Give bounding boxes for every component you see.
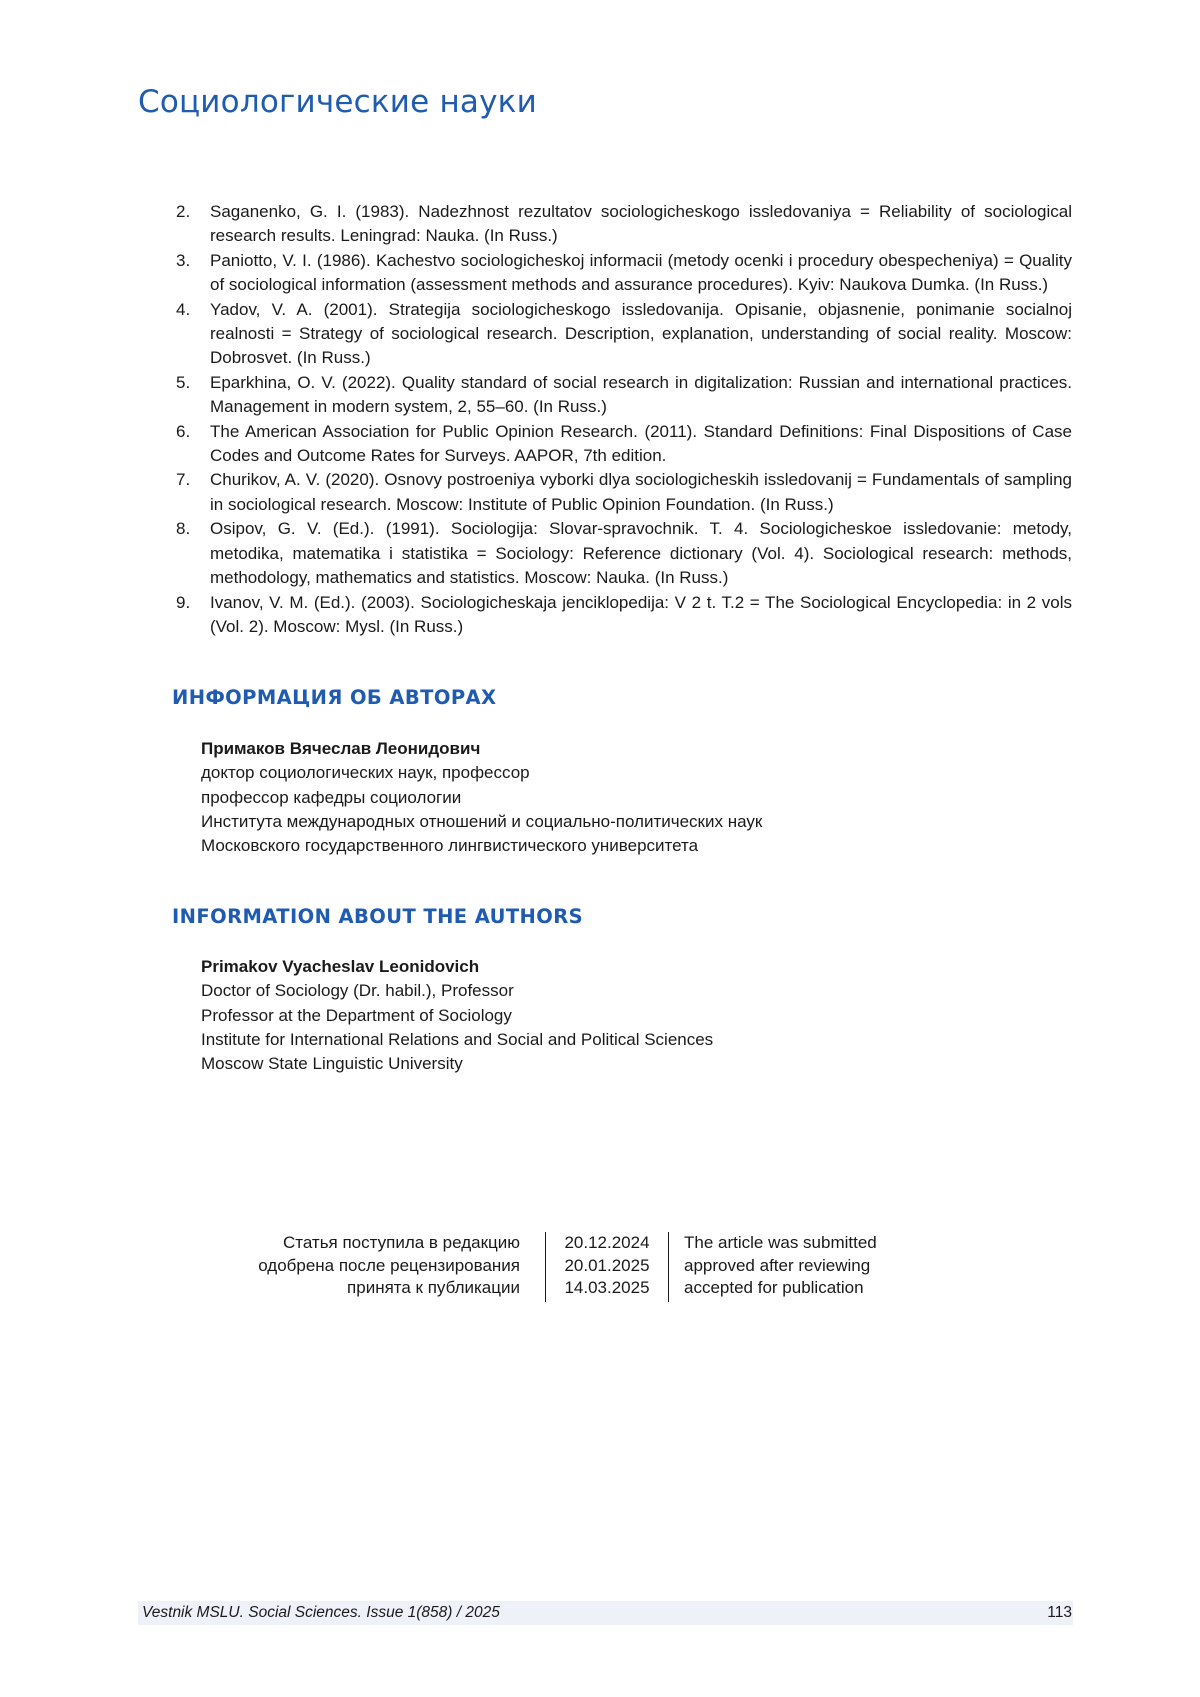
footer-journal-name: Vestnik MSLU. Social Sciences. Issue 1(858) / 2025: [142, 1604, 500, 1621]
reference-text: Eparkhina, O. V. (2022). Quality standard of social research in digitalization: Russian and international practices. Management in modern system, 2, 55–60. (In Russ.): [210, 372, 1072, 417]
reference-item: [172, 200, 1072, 249]
submission-label-en: approved after reviewing: [684, 1255, 871, 1275]
submission-labels-en: [684, 1232, 877, 1300]
author-line: Института международных отношений и социально-политических наук: [201, 811, 763, 831]
reference-item: [172, 298, 1072, 371]
authors-heading-en: INFORMATION ABOUT THE AUTHORS: [172, 905, 584, 928]
references-list: [172, 200, 1072, 639]
submission-date: 20.12.2024: [564, 1233, 650, 1252]
author-info-ru: [201, 737, 762, 858]
reference-number: 7.: [176, 470, 191, 490]
author-line: профессор кафедры социологии: [201, 787, 462, 807]
reference-item: [172, 371, 1072, 420]
submission-label-en: accepted for publication: [684, 1278, 864, 1297]
reference-text: Ivanov, V. M. (Ed.). (2003). Sociologicheskaja jenciklopedija: V 2 t. T.2 = The Sociological Encyclopedia: in 2 vols (Vol. 2). Moscow: Mysl. (In Russ.): [210, 592, 1072, 636]
reference-item: [172, 591, 1072, 640]
submission-labels-ru: [258, 1232, 520, 1300]
authors-heading-ru: ИНФОРМАЦИЯ ОБ АВТОРАХ: [172, 686, 497, 709]
author-line: Doctor of Sociology (Dr. habil.), Professor: [201, 981, 514, 1001]
submission-label-en: The article was submitted: [684, 1233, 877, 1252]
reference-item: [172, 517, 1072, 590]
submission-date: 14.03.2025: [564, 1278, 650, 1297]
reference-text: The American Association for Public Opinion Research. (2011). Standard Definitions: Final Dispositions of Case Codes and Outcome Rates for Surveys. AAPOR, 7th edition.: [210, 421, 1072, 466]
reference-text: Saganenko, G. I. (1983). Nadezhnost rezultatov sociologicheskogo issledovaniya = Reliability of sociological research results. Leningrad: Nauka. (In Russ.): [210, 202, 1072, 246]
reference-text: Osipov, G. V. (Ed.). (1991). Sociologija: Slovar-spravochnik. T. 4. Sociologicheskoe issledovanie: metody, metodika, matematika i statistika = Sociology: Reference dictionary (Vol. 4). Sociological research: methods, methodology, mathematics and statistics. Moscow: Nauka. (In Russ.): [210, 519, 1072, 588]
author-name-en: Primakov Vyacheslav Leonidovich: [201, 957, 480, 976]
author-line: Московского государственного лингвистического университета: [201, 836, 699, 856]
submission-label-ru: одобрена после рецензирования: [258, 1255, 520, 1275]
reference-number: 8.: [176, 519, 191, 539]
author-line: Institute for International Relations and Social and Political Sciences: [201, 1029, 714, 1049]
reference-item: [172, 249, 1072, 298]
author-line: Professor at the Department of Sociology: [201, 1005, 512, 1025]
author-name-ru: Примаков Вячеслав Леонидович: [201, 739, 481, 758]
reference-number: 5.: [176, 372, 191, 392]
submission-label-ru: принята к публикации: [347, 1278, 520, 1297]
author-line: Moscow State Linguistic University: [201, 1054, 463, 1074]
reference-text: Paniotto, V. I. (1986). Kachestvo sociologicheskoj informacii (metody ocenki i procedury obespecheniya) = Quality of sociological information (assessment methods and assurance procedures). Kyiv: Naukova Dumka. (In Russ.): [210, 250, 1072, 295]
page-number: 113: [1047, 1604, 1072, 1621]
submission-dates-table: [200, 1232, 900, 1306]
page-section-title: Социологические науки: [138, 84, 537, 120]
submission-date: 20.01.2025: [564, 1255, 650, 1275]
reference-number: 2.: [176, 202, 191, 221]
reference-item: [172, 420, 1072, 469]
submission-dates: [545, 1232, 669, 1302]
reference-number: 6.: [176, 421, 191, 441]
reference-item: [172, 468, 1072, 517]
reference-number: 9.: [176, 592, 191, 612]
reference-text: Churikov, A. V. (2020). Osnovy postroeniya vyborki dlya sociologicheskih issledovanij = Fundamentals of sampling in sociological research. Moscow: Institute of Public Opinion Foundation. (In Russ.): [210, 470, 1072, 514]
author-line: доктор социологических наук, профессор: [201, 763, 530, 783]
author-info-en: [201, 955, 713, 1076]
reference-text: Yadov, V. A. (2001). Strategija sociologicheskogo issledovanija. Opisanie, objasnenie, ponimanie socialnoj realnosti = Strategy of sociological research. Description, explanation, understanding of social reality. Moscow: Dobrosvet. (In Russ.): [210, 299, 1072, 368]
reference-number: 3.: [176, 250, 191, 270]
reference-number: 4.: [176, 299, 191, 319]
submission-label-ru: Статья поступила в редакцию: [282, 1233, 520, 1252]
